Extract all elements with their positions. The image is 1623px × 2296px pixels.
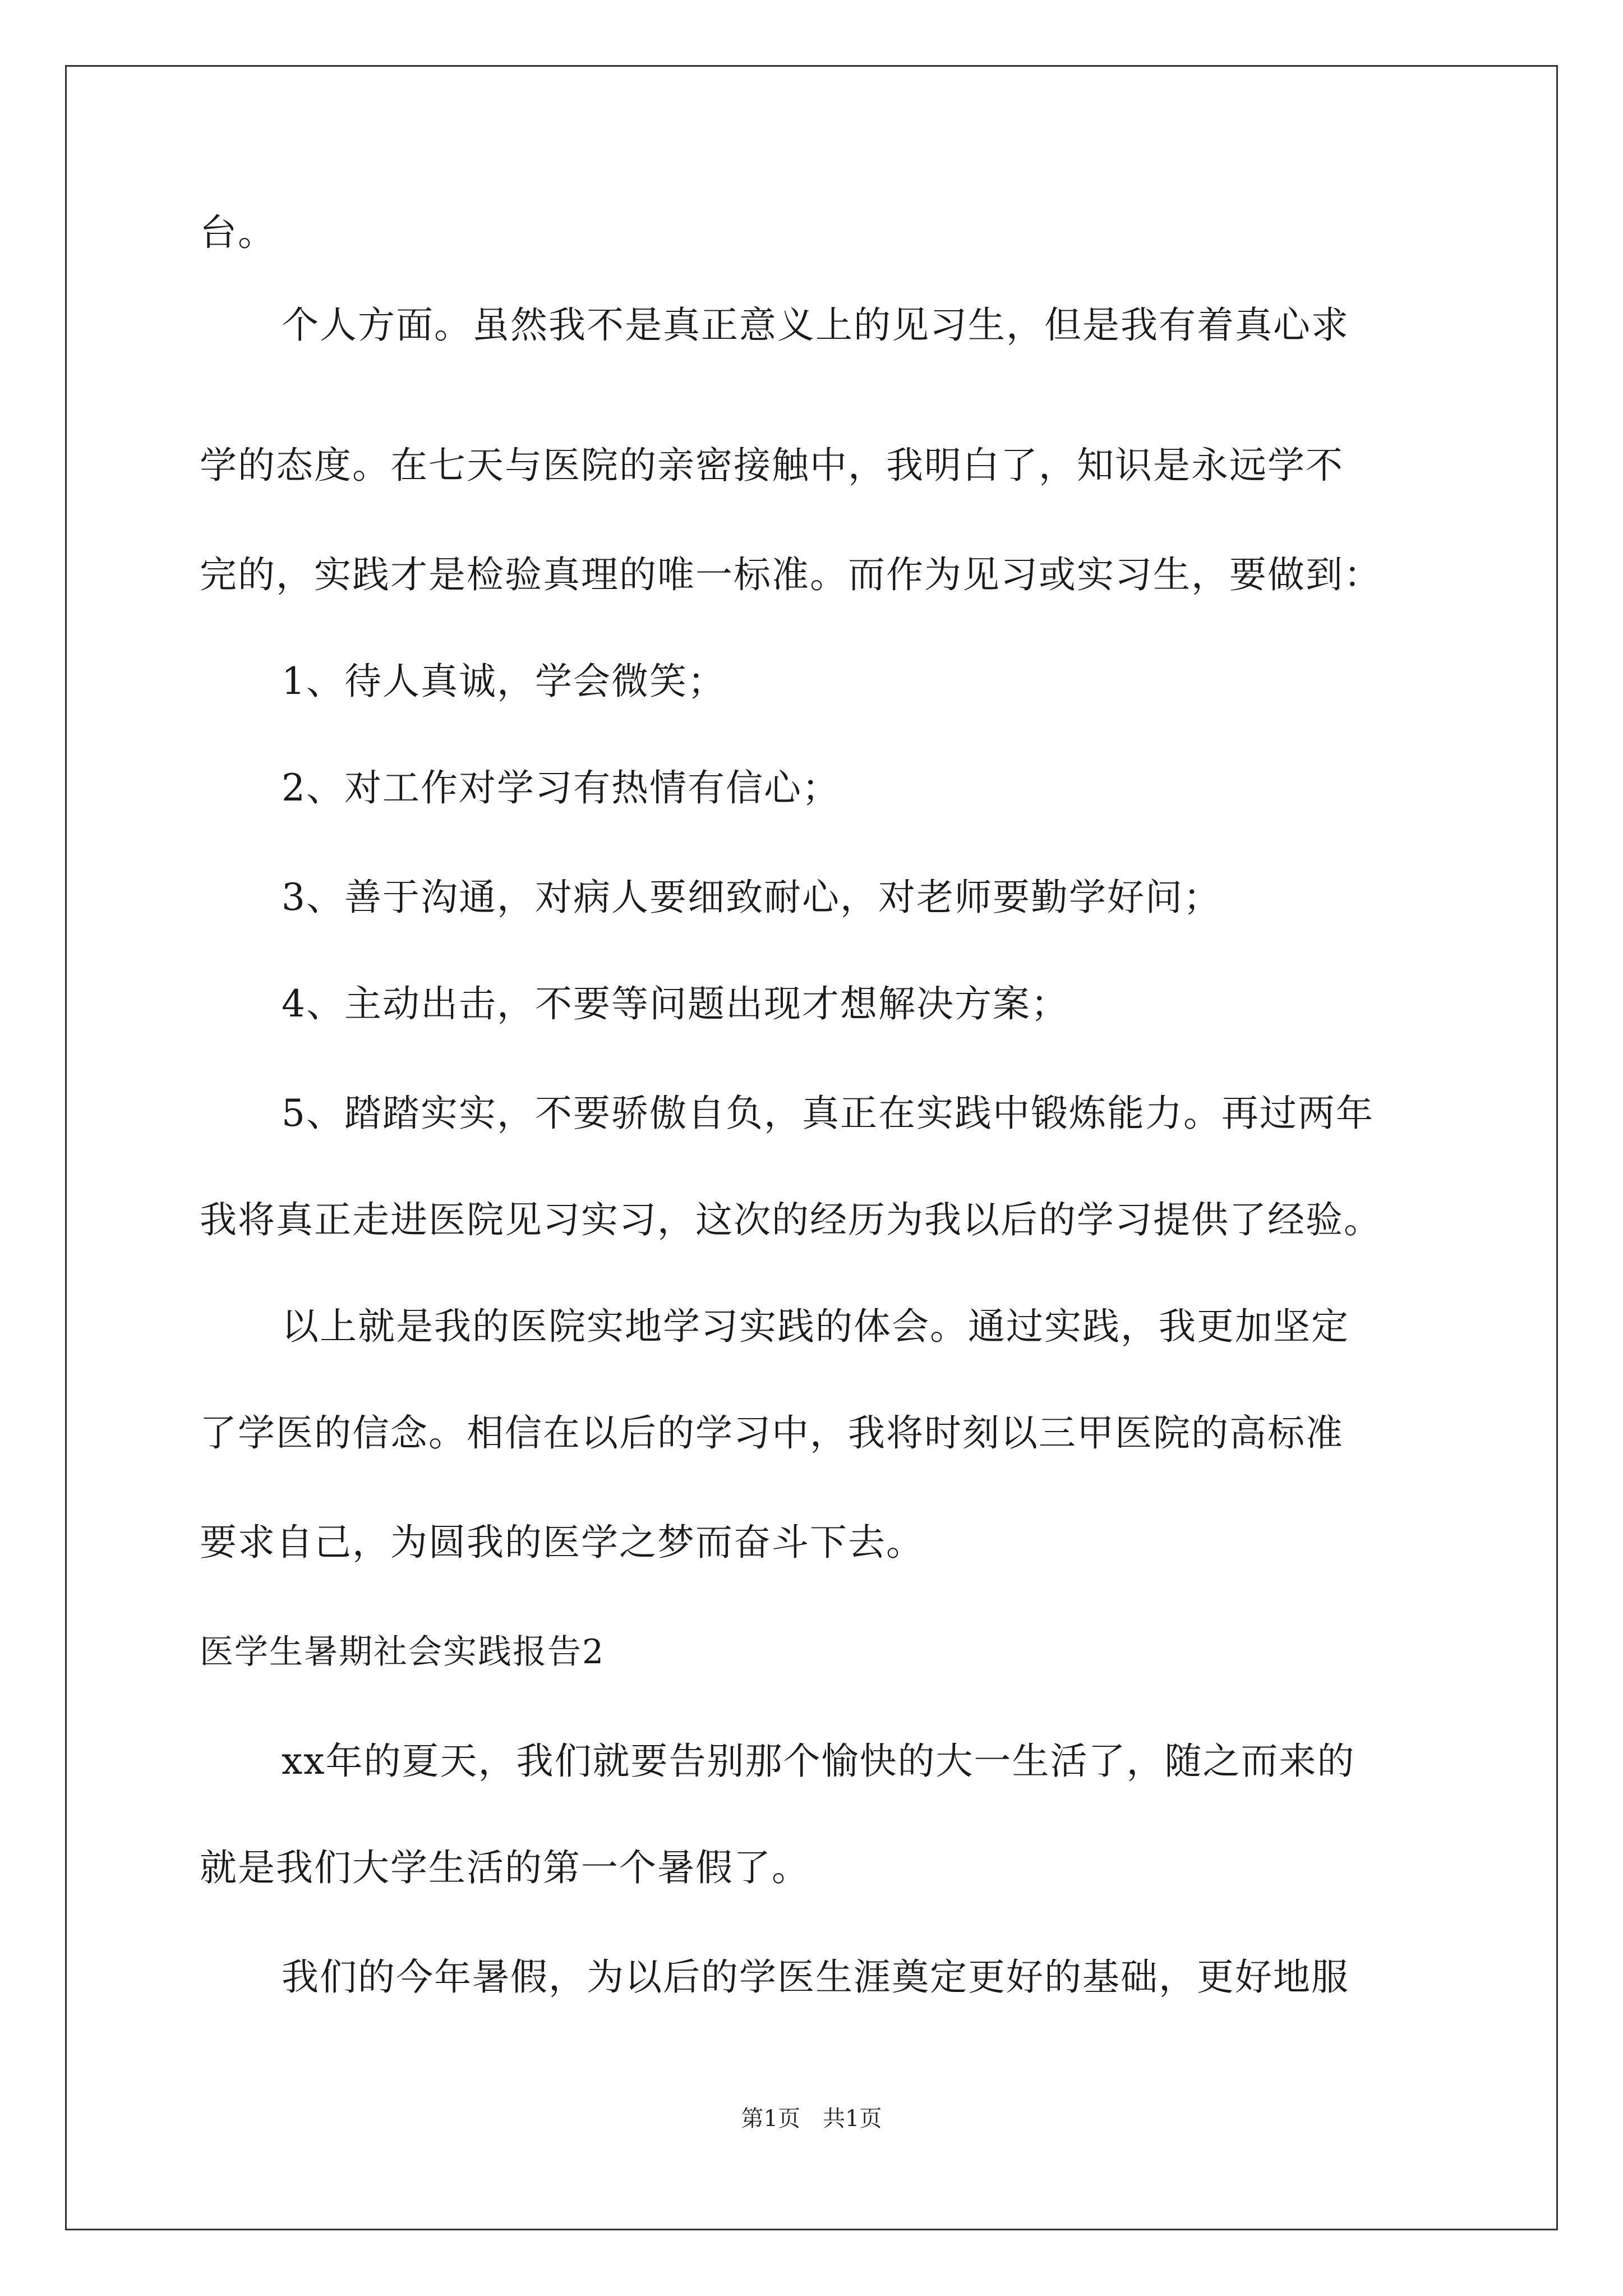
page-border [65,65,1558,2230]
page-number: 第1页 [741,2106,800,2132]
text-line: 完的，实践才是检验真理的唯一标准。而作为见习或实习生，要做到： [200,553,1382,596]
paragraph-line: 以上就是我的医院实地学习实践的体会。通过实践，我更加坚定 [282,1305,1349,1348]
list-item: 3、善于沟通，对病人要细致耐心，对老师要勤学好问； [282,876,1221,919]
page-footer [0,2105,1623,2133]
text-line: 了学医的信念。相信在以后的学习中，我将时刻以三甲医院的高标准 [200,1411,1344,1455]
text-line: 就是我们大学生活的第一个暑假了。 [200,1846,810,1889]
list-item: 1、待人真诚，学会微笑； [282,660,726,703]
paragraph-line: 个人方面。虽然我不是真正意义上的见习生，但是我有着真心求 [282,303,1349,347]
list-item: 2、对工作对学习有热情有信心； [282,766,840,809]
text-line: 要求自己，为圆我的医学之梦而奋斗下去。 [200,1521,924,1564]
paragraph-line: xx年的夏天，我们就要告别那个愉快的大一生活了，随之而来的 [282,1740,1355,1783]
paragraph-line: 我们的今年暑假，为以后的学医生涯奠定更好的基础，更好地服 [282,1955,1349,1999]
list-item: 4、主动出击，不要等问题出现才想解决方案； [282,982,1069,1025]
list-item: 5、踏踏实实，不要骄傲自负，真正在实践中锻炼能力。再过两年 [282,1092,1374,1135]
text-line: 学的态度。在七天与医院的亲密接触中，我明白了，知识是永远学不 [200,444,1344,487]
text-line: 台。 [200,211,276,254]
page-total: 共1页 [823,2106,882,2132]
section-heading: 医学生暑期社会实践报告2 [200,1632,605,1672]
text-line: 我将真正走进医院见习实习，这次的经历为我以后的学习提供了经验。 [200,1198,1382,1241]
